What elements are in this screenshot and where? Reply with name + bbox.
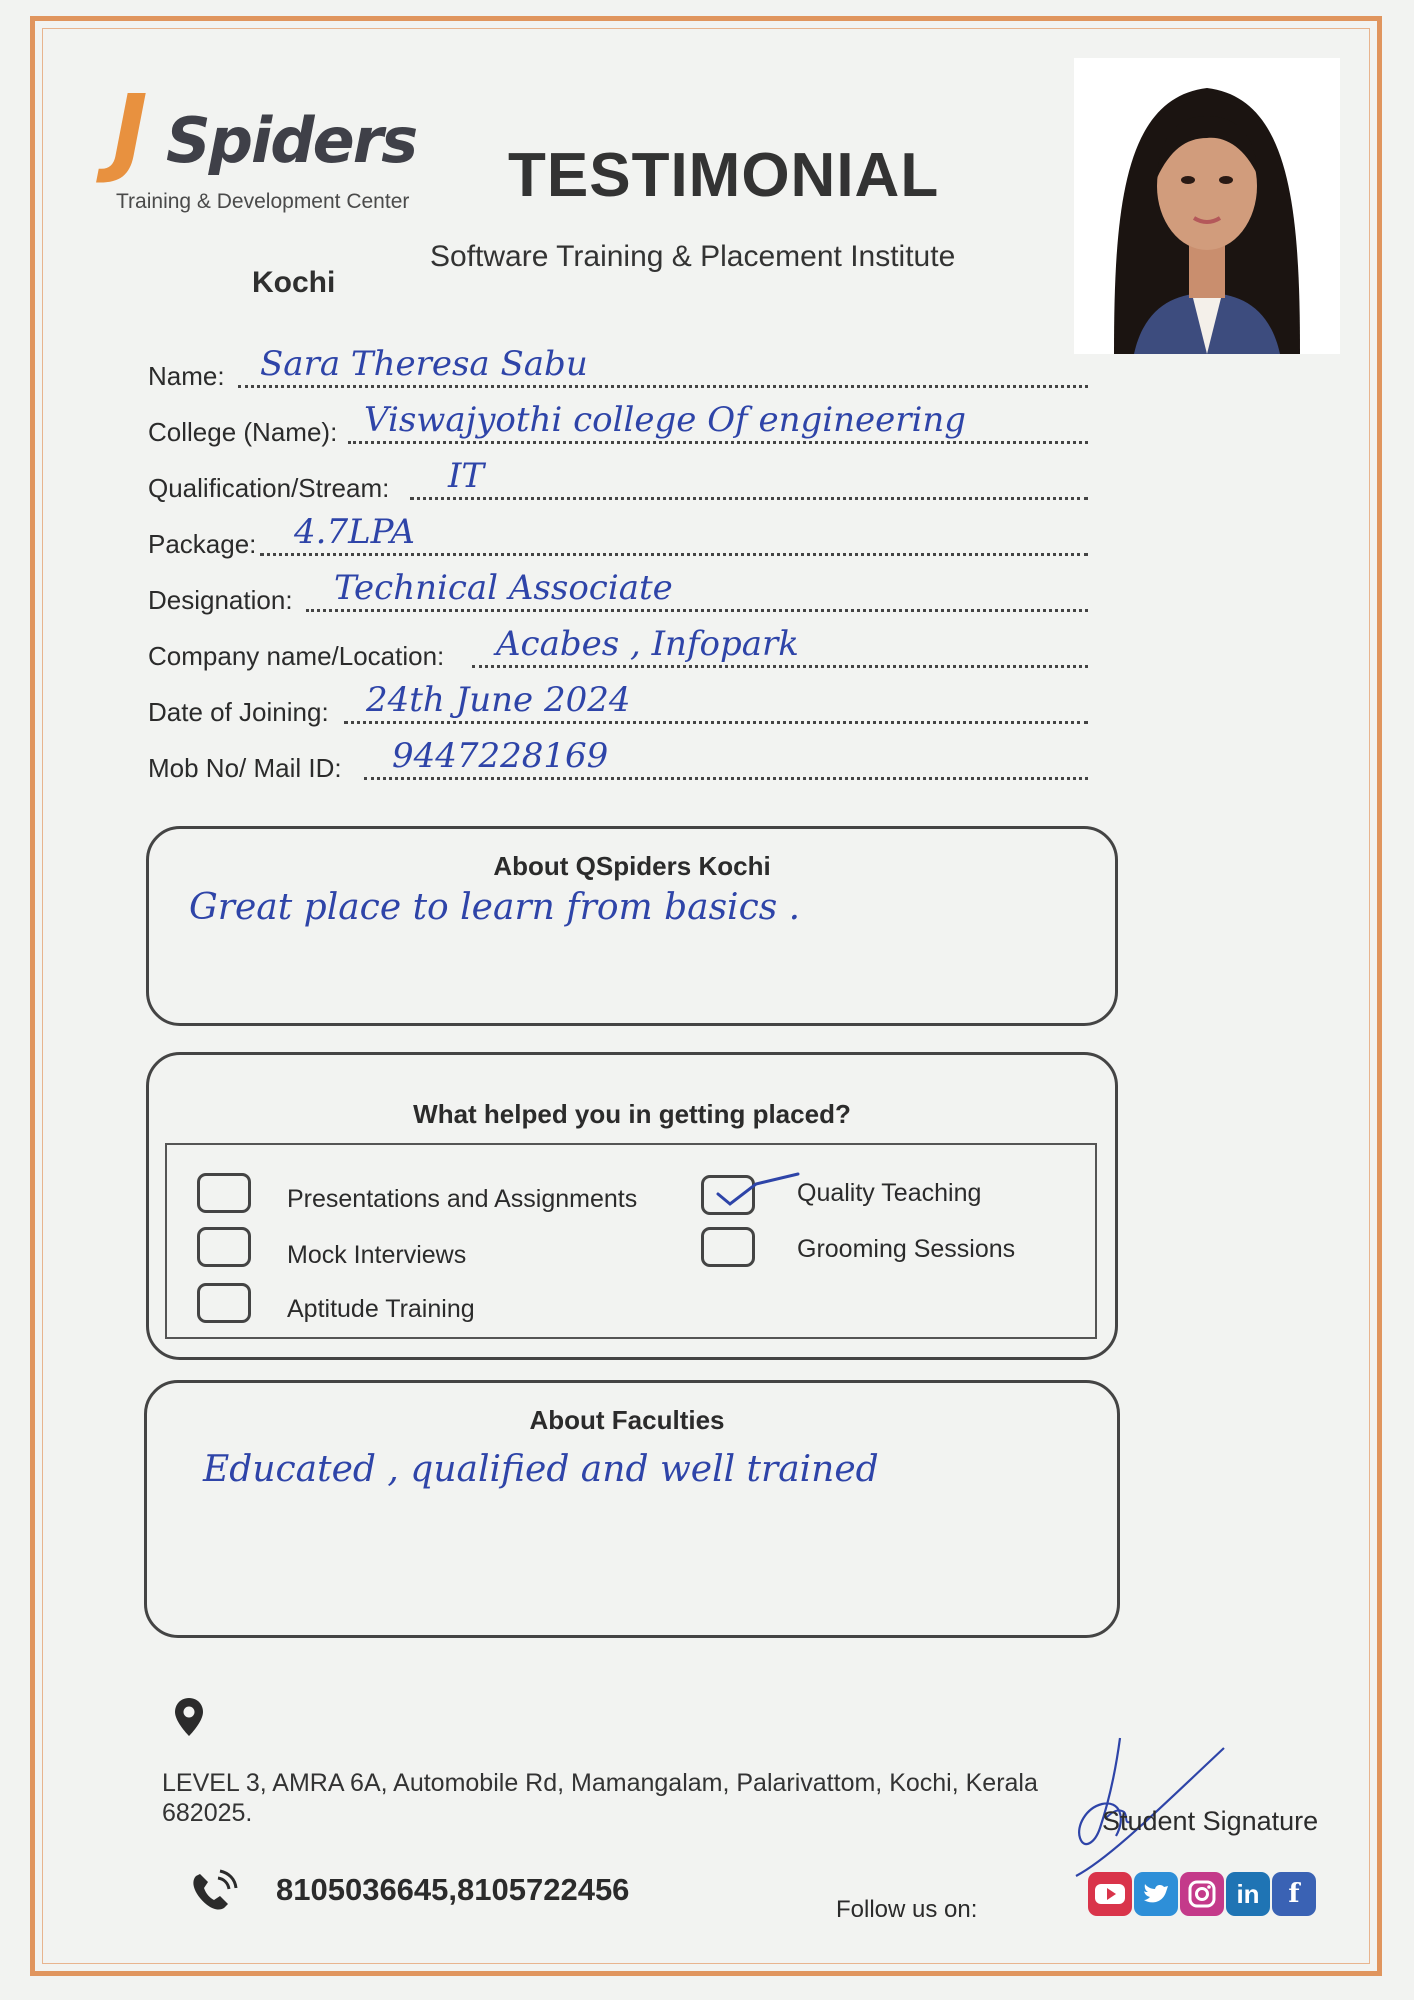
- signature-label: Student Signature: [1102, 1806, 1319, 1836]
- phone-icon: [188, 1868, 240, 1916]
- checkbox-label: Presentations and Assignments: [287, 1185, 638, 1213]
- dotted-line: [348, 441, 1088, 444]
- jspiders-logo: [112, 74, 417, 222]
- check-mark-icon: [702, 1168, 812, 1218]
- linkedin-icon[interactable]: in: [1226, 1872, 1270, 1916]
- field-value: 24th June 2024: [366, 680, 631, 720]
- field-value: 9447228169: [392, 736, 609, 776]
- checkbox-presentations[interactable]: [197, 1173, 251, 1213]
- placement-help-title: What helped you in getting placed?: [413, 1099, 851, 1129]
- checkbox-panel: [165, 1143, 1097, 1339]
- logo-tagline: Training & Development Center: [116, 190, 410, 213]
- about-qspiders-title: About QSpiders Kochi: [493, 851, 771, 881]
- branch-name: Kochi: [252, 266, 336, 299]
- footer-address: LEVEL 3, AMRA 6A, Automobile Rd, Mamangalam, Palarivattom, Kochi, Kerala 682025.: [162, 1769, 1038, 1827]
- about-qspiders-answer: Great place to learn from basics .: [189, 887, 801, 928]
- field-label: Date of Joining:: [148, 697, 329, 727]
- field-label: Name:: [148, 361, 225, 391]
- field-value: IT: [448, 456, 485, 496]
- field-date-of-joining: [148, 680, 1088, 728]
- checkbox-label: Quality Teaching: [797, 1179, 982, 1207]
- about-faculties-title: About Faculties: [529, 1405, 725, 1435]
- field-company: [148, 624, 1088, 672]
- field-name: [148, 344, 1088, 392]
- field-value: 4.7LPA: [294, 512, 415, 552]
- checkbox-aptitude[interactable]: [197, 1283, 251, 1323]
- dotted-line: [410, 497, 1088, 500]
- field-value: Sara Theresa Sabu: [260, 344, 588, 384]
- student-photo: [1074, 58, 1340, 354]
- field-package: [148, 512, 1088, 560]
- page-subtitle: Software Training & Placement Institute: [430, 240, 956, 273]
- field-label: Qualification/Stream:: [148, 473, 390, 503]
- checkbox-label: Aptitude Training: [287, 1295, 475, 1323]
- page-title: TESTIMONIAL: [508, 141, 940, 210]
- field-mobile: [148, 736, 1088, 784]
- youtube-icon[interactable]: [1088, 1872, 1132, 1916]
- field-designation: [148, 568, 1088, 616]
- field-qualification: [148, 456, 1088, 504]
- location-pin-icon: [172, 1696, 206, 1738]
- instagram-icon[interactable]: [1180, 1872, 1224, 1916]
- checkbox-quality-teaching[interactable]: [701, 1175, 755, 1215]
- dotted-line: [238, 385, 1088, 388]
- dotted-line: [260, 553, 1088, 556]
- field-label: Package:: [148, 529, 257, 559]
- field-college: [148, 400, 1088, 448]
- dotted-line: [344, 721, 1088, 724]
- field-label: Designation:: [148, 585, 293, 615]
- field-value: Viswajyothi college Of engineering: [364, 400, 967, 440]
- checkbox-mock-interviews[interactable]: [197, 1227, 251, 1267]
- about-faculties-answer: Educated , qualified and well trained: [203, 1449, 879, 1490]
- field-value: Acabes , Infopark: [496, 624, 799, 664]
- logo-wordmark: Spiders: [166, 104, 417, 177]
- checkbox-label: Mock Interviews: [287, 1241, 467, 1269]
- checkbox-label: Grooming Sessions: [797, 1235, 1016, 1263]
- about-qspiders-box: [146, 826, 1118, 1026]
- placement-help-box: [146, 1052, 1118, 1360]
- dotted-line: [364, 777, 1088, 780]
- field-value: Technical Associate: [334, 568, 673, 608]
- dotted-line: [306, 609, 1088, 612]
- about-faculties-box: [144, 1380, 1120, 1638]
- checkbox-grooming[interactable]: [701, 1227, 755, 1267]
- student-signature: [1040, 1708, 1240, 1888]
- twitter-icon[interactable]: [1134, 1872, 1178, 1916]
- facebook-icon[interactable]: f: [1272, 1872, 1316, 1916]
- field-label: College (Name):: [148, 417, 338, 447]
- logo-letter-j: J: [112, 74, 148, 186]
- field-label: Mob No/ Mail ID:: [148, 753, 342, 783]
- field-label: Company name/Location:: [148, 641, 445, 671]
- dotted-line: [472, 665, 1088, 668]
- footer-phone: 8105036645,8105722456: [276, 1872, 630, 1907]
- follow-us-label: Follow us on:: [836, 1896, 978, 1923]
